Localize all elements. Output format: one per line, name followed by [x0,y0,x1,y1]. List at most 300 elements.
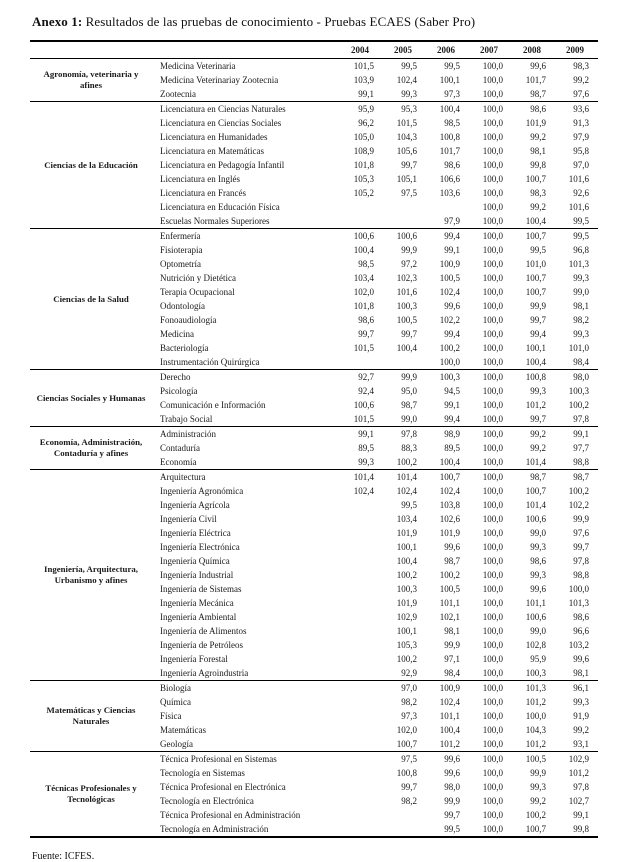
score-value: 100,5 [439,584,460,594]
score-value: 101,2 [439,739,460,749]
score-value: 97,3 [401,711,417,721]
score-value: 98,2 [573,315,589,325]
score-value: 98,0 [555,370,598,385]
program-name: Licenciatura en Inglés [160,174,240,184]
score-value: 99,3 [573,329,589,339]
score-value: 102,2 [439,315,460,325]
program-name: Tecnología en Sistemas [160,768,245,778]
score-value: 100,0 [482,174,503,184]
score-value: 100,0 [482,782,503,792]
score-value: 100,4 [353,245,374,255]
score-value: 91,9 [573,711,589,721]
score-value: 101,9 [396,528,417,538]
group-label: Ingeniería, Arquitectura, Urbanismo y afines [30,470,152,681]
score-value: 101,1 [525,598,546,608]
score-value: 98,7 [401,400,417,410]
score-value: 100,0 [482,273,503,283]
score-value: 97,9 [573,132,589,142]
score-value: 99,6 [444,301,460,311]
score-value: 100,9 [439,259,460,269]
program-name: Matemáticas [160,725,206,735]
score-value: 100,2 [568,400,589,410]
results-table-body [30,59,598,838]
score-value: 105,3 [353,174,374,184]
score-value: 97,8 [573,782,589,792]
score-value [340,624,383,638]
score-value: 97,1 [444,654,460,664]
score-value: 100,0 [482,329,503,339]
score-value: 99,0 [530,626,546,636]
score-value: 100,3 [525,668,546,678]
score-value: 96,6 [573,626,589,636]
score-value: 92,6 [573,188,589,198]
group-label: Técnicas Profesionales y Tecnológicas [30,752,152,838]
program-name: Contaduría [160,443,200,453]
score-value: 100,2 [396,457,417,467]
score-value: 99,2 [530,132,546,142]
score-value: 99,3 [530,542,546,552]
score-value [340,638,383,652]
score-value: 92,7 [340,370,383,385]
score-value: 100,0 [482,188,503,198]
program-name: Técnica Profesional en Administración [160,810,301,820]
score-value: 100,0 [482,626,503,636]
score-value: 100,0 [482,739,503,749]
program-name: Ingeniería Forestal [160,654,228,664]
score-value: 99,3 [358,457,374,467]
score-value: 106,6 [439,174,460,184]
score-value: 102,4 [439,697,460,707]
score-value: 100,0 [469,752,512,767]
score-value: 99,3 [530,782,546,792]
score-value: 101,4 [525,500,546,510]
score-value: 100,4 [439,457,460,467]
table-header-row [30,41,598,59]
score-value: 99,1 [555,427,598,442]
score-value: 102,4 [353,486,374,496]
score-value: 102,9 [555,752,598,767]
score-value: 98,6 [444,160,460,170]
score-value: 100,0 [482,725,503,735]
score-value: 100,7 [525,824,546,834]
score-value: 100,7 [426,470,469,485]
score-value: 98,4 [444,668,460,678]
group-label: Economía, Administración, Contaduría y afines [30,427,152,470]
score-value: 99,5 [444,824,460,834]
score-value: 102,3 [396,273,417,283]
score-value: 105,2 [353,188,374,198]
score-value: 100,0 [482,315,503,325]
score-value: 100,0 [482,542,503,552]
score-value [340,723,383,737]
group-label: Ciencias Sociales y Humanas [30,370,152,427]
score-value: 102,4 [439,287,460,297]
score-value: 99,2 [530,202,546,212]
score-value: 102,2 [568,500,589,510]
score-value: 95,0 [401,386,417,396]
score-value: 99,6 [512,59,555,74]
score-value: 97,6 [573,89,589,99]
score-value: 100,4 [426,102,469,117]
score-value: 99,0 [401,414,417,424]
score-value: 88,3 [401,443,417,453]
score-value: 99,7 [444,810,460,820]
score-value: 98,6 [530,556,546,566]
program-name: Optometría [160,259,201,269]
score-value: 102,0 [353,287,374,297]
program-name: Ingeniería Electrónica [160,542,240,552]
score-value: 100,2 [396,654,417,664]
score-value: 99,4 [444,329,460,339]
score-value [340,355,383,370]
score-value: 100,0 [482,570,503,580]
score-value: 105,3 [396,640,417,650]
score-value [383,214,426,229]
score-value: 99,9 [530,768,546,778]
year-column-header: 2008 [512,41,555,59]
score-value: 99,1 [444,245,460,255]
program-name: Derecho [152,370,340,385]
score-value: 101,5 [396,118,417,128]
program-name: Zootecnia [160,89,196,99]
score-value: 105,0 [353,132,374,142]
score-value: 103,6 [439,188,460,198]
score-value: 102,9 [396,612,417,622]
score-value: 99,2 [573,725,589,735]
score-value [383,200,426,214]
score-value [340,681,383,696]
score-value: 99,5 [401,500,417,510]
header-spacer [152,41,340,59]
program-name: Ingeniería Agroindustria [160,668,249,678]
score-value: 98,1 [444,626,460,636]
score-value: 101,8 [353,301,374,311]
score-value: 101,2 [525,400,546,410]
score-value: 100,7 [525,273,546,283]
score-value: 101,5 [340,59,383,74]
score-value: 99,9 [383,370,426,385]
group-label: Ciencias de la Educación [30,102,152,229]
program-name: Medicina Veterinariay Zootecnia [160,75,279,85]
score-value: 100,8 [512,370,555,385]
score-value: 99,6 [573,654,589,664]
score-value: 95,9 [340,102,383,117]
score-value: 100,3 [396,301,417,311]
source-note: Fuente: ICFES. [32,851,95,862]
score-value: 105,1 [396,174,417,184]
score-value: 100,0 [469,370,512,385]
score-value [340,822,383,837]
score-value: 99,2 [512,427,555,442]
score-value: 100,0 [482,160,503,170]
program-name: Psicología [160,386,198,396]
score-value: 100,0 [525,711,546,721]
score-value [340,214,383,229]
score-value: 100,0 [482,697,503,707]
score-value: 93,1 [573,739,589,749]
score-value: 100,0 [482,824,503,834]
score-value: 101,3 [568,598,589,608]
score-value: 99,4 [530,329,546,339]
score-value [383,822,426,837]
score-value: 102,4 [439,486,460,496]
score-value: 97,8 [573,414,589,424]
score-value: 102,0 [396,725,417,735]
score-value: 101,9 [525,118,546,128]
table-row [30,370,598,385]
program-name: Arquitectura [152,470,340,485]
score-value: 98,0 [444,782,460,792]
score-value: 99,5 [555,229,598,244]
score-value [383,355,426,370]
score-value: 100,1 [396,626,417,636]
score-value: 100,0 [482,414,503,424]
score-value: 99,5 [573,216,589,226]
score-value: 96,8 [573,245,589,255]
score-value: 100,1 [396,542,417,552]
score-value: 100,0 [482,301,503,311]
score-value: 100,0 [482,584,503,594]
score-value: 97,7 [573,443,589,453]
score-value: 99,1 [340,427,383,442]
score-value: 100,2 [439,570,460,580]
score-value: 99,7 [530,315,546,325]
score-value: 101,6 [568,202,589,212]
score-value: 100,3 [426,370,469,385]
score-value: 100,0 [482,711,503,721]
score-value: 96,1 [555,681,598,696]
program-name: Medicina Veterinaria [152,59,340,74]
score-value: 100,0 [482,202,503,212]
score-value: 99,7 [401,160,417,170]
program-name: Ingeniería Ambiental [160,612,237,622]
score-value: 99,9 [444,640,460,650]
program-name: Ingeniería de Sistemas [160,584,242,594]
score-value: 99,2 [530,796,546,806]
score-value: 99,8 [530,160,546,170]
score-value: 101,6 [396,287,417,297]
score-value [340,808,383,822]
score-value: 98,7 [530,89,546,99]
program-name: Bacteriología [160,343,209,353]
score-value: 101,4 [525,457,546,467]
score-value: 97,5 [383,752,426,767]
score-value: 100,0 [482,443,503,453]
group-label: Matemáticas y Ciencias Naturales [30,681,152,752]
score-value: 99,2 [530,443,546,453]
score-value: 100,0 [469,229,512,244]
program-name: Licenciatura en Ciencias Naturales [152,102,340,117]
score-value [340,695,383,709]
score-value [340,780,383,794]
score-value: 92,4 [358,386,374,396]
score-value: 104,3 [525,725,546,735]
score-value: 100,0 [482,216,503,226]
score-value: 100,0 [482,357,503,367]
score-value: 100,2 [525,810,546,820]
score-value: 100,0 [482,654,503,664]
program-name: Técnica Profesional en Electrónica [160,782,286,792]
score-value: 100,5 [439,273,460,283]
score-value: 100,1 [439,75,460,85]
score-value: 95,3 [383,102,426,117]
program-name: Administración [152,427,340,442]
table-row [30,752,598,767]
table-row [30,229,598,244]
score-value: 100,7 [525,486,546,496]
score-value: 98,7 [512,470,555,485]
score-value: 101,1 [439,598,460,608]
score-value: 100,0 [469,59,512,74]
score-value: 98,3 [555,59,598,74]
score-value: 100,0 [482,612,503,622]
program-name: Comunicación e Información [160,400,266,410]
table-row [30,59,598,74]
score-value: 99,9 [530,301,546,311]
score-value: 98,7 [555,470,598,485]
score-value: 100,3 [568,386,589,396]
score-value: 100,0 [469,427,512,442]
score-value: 93,6 [555,102,598,117]
score-value: 99,9 [444,796,460,806]
score-value: 100,0 [482,500,503,510]
score-value: 99,7 [530,414,546,424]
table-row [30,681,598,696]
score-value: 97,0 [383,681,426,696]
program-name: Enfermería [152,229,340,244]
score-value [340,540,383,554]
program-name: Ingeniería Agronómica [160,486,244,496]
score-value: 100,2 [439,343,460,353]
program-name: Tecnología en Administración [160,824,269,834]
score-value [340,526,383,540]
year-column-header: 2009 [555,41,598,59]
score-value [340,666,383,681]
score-value: 97,8 [383,427,426,442]
score-value: 100,0 [482,75,503,85]
score-value: 100,0 [482,486,503,496]
score-value: 100,0 [482,343,503,353]
program-name: Economía [160,457,197,467]
program-name: Física [160,711,182,721]
score-value [340,512,383,526]
score-value: 100,0 [482,400,503,410]
score-value: 103,9 [353,75,374,85]
score-value [340,568,383,582]
score-value: 99,6 [444,542,460,552]
score-value: 99,5 [383,59,426,74]
program-name: Licenciatura en Humanidades [160,132,268,142]
score-value: 100,0 [482,556,503,566]
score-value: 99,7 [401,329,417,339]
score-value: 101,6 [568,174,589,184]
score-value [383,808,426,822]
program-name: Terapia Ocupacional [160,287,235,297]
score-value: 100,9 [426,681,469,696]
score-value: 100,0 [482,386,503,396]
score-value: 100,8 [439,132,460,142]
program-name: Odontología [160,301,205,311]
score-value: 101,5 [353,414,374,424]
program-name: Licenciatura en Francés [160,188,246,198]
score-value: 99,5 [426,59,469,74]
score-value: 98,6 [512,102,555,117]
score-value: 100,7 [512,229,555,244]
score-value: 100,2 [396,570,417,580]
score-value: 100,7 [396,739,417,749]
score-value: 98,1 [573,668,589,678]
score-value: 101,8 [353,160,374,170]
score-value: 100,0 [439,357,460,367]
score-value: 100,6 [353,400,374,410]
score-value: 100,0 [482,146,503,156]
score-value: 97,9 [444,216,460,226]
score-value: 103,8 [439,500,460,510]
program-name: Nutrición y Dietética [160,273,236,283]
score-value: 98,2 [401,796,417,806]
score-value: 100,0 [469,470,512,485]
program-name: Ingeniería de Petróleos [160,640,243,650]
program-name: Ingeniería Mecánica [160,598,234,608]
score-value: 99,9 [401,245,417,255]
score-value: 100,0 [482,89,503,99]
page-title [32,14,600,30]
score-value: 100,0 [482,245,503,255]
score-value: 103,4 [396,514,417,524]
score-value: 100,5 [396,315,417,325]
program-name: Química [160,697,191,707]
score-value: 101,7 [525,75,546,85]
score-value: 94,5 [444,386,460,396]
score-value: 98,1 [573,301,589,311]
score-value: 100,0 [568,584,589,594]
score-value: 101,2 [525,739,546,749]
score-value: 98,7 [444,556,460,566]
score-value: 101,7 [439,146,460,156]
score-value [340,766,383,780]
score-value: 98,8 [573,457,589,467]
score-value: 97,6 [573,528,589,538]
score-value: 97,8 [573,556,589,566]
score-value: 98,5 [358,259,374,269]
score-value: 99,6 [426,752,469,767]
score-value: 89,5 [358,443,374,453]
score-value: 100,4 [525,216,546,226]
score-value: 99,4 [444,414,460,424]
score-value: 103,2 [568,640,589,650]
score-value: 99,7 [401,782,417,792]
year-column-header: 2007 [469,41,512,59]
score-value: 97,5 [401,188,417,198]
score-value: 100,0 [469,102,512,117]
score-value [340,610,383,624]
title-prefix: Anexo 1: [32,14,83,29]
score-value: 99,3 [530,386,546,396]
score-value: 98,3 [530,188,546,198]
score-value: 102,4 [396,486,417,496]
score-value: 91,3 [573,118,589,128]
score-value: 101,3 [568,259,589,269]
program-name: Ingeniería de Alimentos [160,626,247,636]
score-value: 92,9 [401,668,417,678]
score-value: 100,1 [525,343,546,353]
program-name: Ingeniería Química [160,556,230,566]
score-value [340,554,383,568]
program-name: Biología [152,681,340,696]
score-value: 100,0 [482,514,503,524]
score-value: 101,5 [353,343,374,353]
program-name: Técnica Profesional en Sistemas [152,752,340,767]
